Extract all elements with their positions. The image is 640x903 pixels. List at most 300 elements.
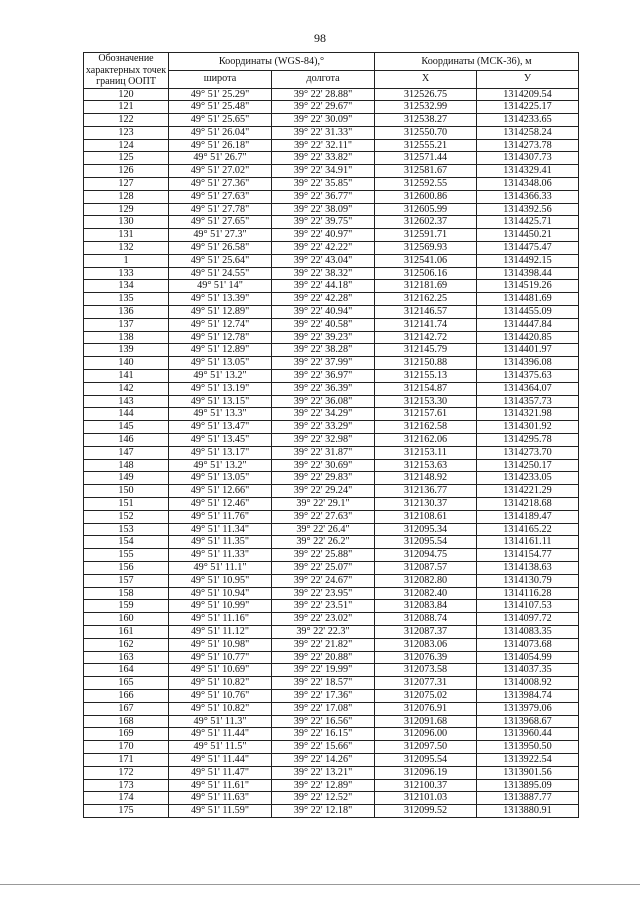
y-coordinate-cell: 1314295.78 xyxy=(477,434,579,447)
latitude-cell: 49° 51' 11.44" xyxy=(169,728,272,741)
x-coordinate-cell: 312145.79 xyxy=(375,344,477,357)
point-id-cell: 122 xyxy=(84,114,169,127)
table-row xyxy=(84,395,579,408)
point-id-cell: 153 xyxy=(84,523,169,536)
latitude-cell: 49° 51' 27.63" xyxy=(169,190,272,203)
table-row xyxy=(84,651,579,664)
point-id-cell: 160 xyxy=(84,613,169,626)
table-row xyxy=(84,88,579,101)
longitude-cell: 39° 22' 38.28" xyxy=(272,344,375,357)
y-coordinate-cell: 1314258.24 xyxy=(477,126,579,139)
table-row xyxy=(84,152,579,165)
longitude-cell: 39° 22' 12.52" xyxy=(272,792,375,805)
table-row xyxy=(84,498,579,511)
table-row xyxy=(84,267,579,280)
latitude-cell: 49° 51' 13.39" xyxy=(169,293,272,306)
table-row xyxy=(84,254,579,267)
point-id-cell: 164 xyxy=(84,664,169,677)
longitude-cell: 39° 22' 12.18" xyxy=(272,805,375,818)
latitude-cell: 49° 51' 27.36" xyxy=(169,178,272,191)
x-coordinate-cell: 312082.80 xyxy=(375,574,477,587)
point-id-cell: 126 xyxy=(84,165,169,178)
y-coordinate-cell: 1314273.78 xyxy=(477,139,579,152)
y-coordinate-cell: 1314218.68 xyxy=(477,498,579,511)
longitude-cell: 39° 22' 40.58" xyxy=(272,318,375,331)
latitude-cell: 49° 51' 13.2" xyxy=(169,459,272,472)
table-row xyxy=(84,408,579,421)
latitude-cell: 49° 51' 11.3" xyxy=(169,715,272,728)
table-row xyxy=(84,805,579,818)
latitude-cell: 49° 51' 11.5" xyxy=(169,741,272,754)
longitude-cell: 39° 22' 29.83" xyxy=(272,472,375,485)
y-coordinate-cell: 1313960.44 xyxy=(477,728,579,741)
point-id-cell: 142 xyxy=(84,382,169,395)
longitude-cell: 39° 22' 31.33" xyxy=(272,126,375,139)
latitude-cell: 49° 51' 11.35" xyxy=(169,536,272,549)
latitude-cell: 49° 51' 14" xyxy=(169,280,272,293)
longitude-cell: 39° 22' 30.09" xyxy=(272,114,375,127)
y-coordinate-cell: 1314154.77 xyxy=(477,549,579,562)
x-coordinate-cell: 312095.54 xyxy=(375,753,477,766)
point-id-cell: 173 xyxy=(84,779,169,792)
point-id-cell: 140 xyxy=(84,357,169,370)
longitude-header: долгота xyxy=(272,70,375,88)
longitude-cell: 39° 22' 26.4" xyxy=(272,523,375,536)
table-row xyxy=(84,587,579,600)
table-row xyxy=(84,126,579,139)
x-coordinate-cell: 312605.99 xyxy=(375,203,477,216)
latitude-cell: 49° 51' 10.82" xyxy=(169,702,272,715)
x-coordinate-cell: 312592.55 xyxy=(375,178,477,191)
point-id-cell: 130 xyxy=(84,216,169,229)
point-id-cell: 174 xyxy=(84,792,169,805)
y-coordinate-cell: 1314116.28 xyxy=(477,587,579,600)
point-id-cell: 172 xyxy=(84,766,169,779)
point-id-cell: 167 xyxy=(84,702,169,715)
point-id-cell: 154 xyxy=(84,536,169,549)
latitude-cell: 49° 51' 26.58" xyxy=(169,242,272,255)
point-id-cell: 120 xyxy=(84,88,169,101)
longitude-cell: 39° 22' 29.67" xyxy=(272,101,375,114)
y-coordinate-cell: 1314329.41 xyxy=(477,165,579,178)
x-coordinate-cell: 312100.37 xyxy=(375,779,477,792)
point-id-cell: 144 xyxy=(84,408,169,421)
y-coordinate-cell: 1313922.54 xyxy=(477,753,579,766)
y-coordinate-cell: 1314455.09 xyxy=(477,306,579,319)
latitude-cell: 49° 51' 11.59" xyxy=(169,805,272,818)
x-coordinate-cell: 312076.39 xyxy=(375,651,477,664)
x-coordinate-cell: 312600.86 xyxy=(375,190,477,203)
y-coordinate-cell: 1313950.50 xyxy=(477,741,579,754)
x-coordinate-cell: 312148.92 xyxy=(375,472,477,485)
table-row xyxy=(84,485,579,498)
longitude-cell: 39° 22' 29.24" xyxy=(272,485,375,498)
table-row xyxy=(84,178,579,191)
longitude-cell: 39° 22' 27.63" xyxy=(272,510,375,523)
y-coordinate-cell: 1314138.63 xyxy=(477,561,579,574)
point-id-cell: 143 xyxy=(84,395,169,408)
point-id-cell: 148 xyxy=(84,459,169,472)
point-id-cell: 165 xyxy=(84,677,169,690)
latitude-cell: 49° 51' 13.2" xyxy=(169,370,272,383)
y-coordinate-cell: 1314481.69 xyxy=(477,293,579,306)
point-id-cell: 175 xyxy=(84,805,169,818)
designation-header: Обозначение характерных точек границ ООПТ xyxy=(84,53,169,89)
x-coordinate-cell: 312087.37 xyxy=(375,625,477,638)
x-coordinate-cell: 312087.57 xyxy=(375,561,477,574)
point-id-cell: 161 xyxy=(84,625,169,638)
longitude-cell: 39° 22' 26.2" xyxy=(272,536,375,549)
point-id-cell: 127 xyxy=(84,178,169,191)
latitude-cell: 49° 51' 13.47" xyxy=(169,421,272,434)
y-coordinate-cell: 1314097.72 xyxy=(477,613,579,626)
x-coordinate-cell: 312146.57 xyxy=(375,306,477,319)
latitude-cell: 49° 51' 12.89" xyxy=(169,344,272,357)
longitude-cell: 39° 22' 36.77" xyxy=(272,190,375,203)
table-row xyxy=(84,139,579,152)
latitude-cell: 49° 51' 11.44" xyxy=(169,753,272,766)
longitude-cell: 39° 22' 33.82" xyxy=(272,152,375,165)
x-header: X xyxy=(375,70,477,88)
x-coordinate-cell: 312157.61 xyxy=(375,408,477,421)
x-coordinate-cell: 312555.21 xyxy=(375,139,477,152)
latitude-cell: 49° 51' 11.12" xyxy=(169,625,272,638)
latitude-header: широта xyxy=(169,70,272,88)
latitude-cell: 49° 51' 11.47" xyxy=(169,766,272,779)
y-coordinate-cell: 1313880.91 xyxy=(477,805,579,818)
latitude-cell: 49° 51' 25.48" xyxy=(169,101,272,114)
y-coordinate-cell: 1314008.92 xyxy=(477,677,579,690)
latitude-cell: 49° 51' 13.19" xyxy=(169,382,272,395)
longitude-cell: 39° 22' 33.29" xyxy=(272,421,375,434)
longitude-cell: 39° 22' 43.04" xyxy=(272,254,375,267)
latitude-cell: 49° 51' 27.02" xyxy=(169,165,272,178)
table-row xyxy=(84,792,579,805)
y-coordinate-cell: 1314037.35 xyxy=(477,664,579,677)
longitude-cell: 39° 22' 32.11" xyxy=(272,139,375,152)
point-id-cell: 129 xyxy=(84,203,169,216)
point-id-cell: 170 xyxy=(84,741,169,754)
longitude-cell: 39° 22' 20.88" xyxy=(272,651,375,664)
latitude-cell: 49° 51' 13.05" xyxy=(169,357,272,370)
point-id-cell: 139 xyxy=(84,344,169,357)
longitude-cell: 39° 22' 23.51" xyxy=(272,600,375,613)
y-coordinate-cell: 1314519.26 xyxy=(477,280,579,293)
table-row xyxy=(84,434,579,447)
table-row xyxy=(84,280,579,293)
table-row xyxy=(84,779,579,792)
longitude-cell: 39° 22' 36.08" xyxy=(272,395,375,408)
point-id-cell: 159 xyxy=(84,600,169,613)
longitude-cell: 39° 22' 14.26" xyxy=(272,753,375,766)
y-coordinate-cell: 1314492.15 xyxy=(477,254,579,267)
table-row xyxy=(84,766,579,779)
longitude-cell: 39° 22' 29.1" xyxy=(272,498,375,511)
point-id-cell: 138 xyxy=(84,331,169,344)
point-id-cell: 135 xyxy=(84,293,169,306)
longitude-cell: 39° 22' 40.94" xyxy=(272,306,375,319)
longitude-cell: 39° 22' 24.67" xyxy=(272,574,375,587)
point-id-cell: 151 xyxy=(84,498,169,511)
y-coordinate-cell: 1314366.33 xyxy=(477,190,579,203)
x-coordinate-cell: 312096.00 xyxy=(375,728,477,741)
y-coordinate-cell: 1313901.56 xyxy=(477,766,579,779)
y-coordinate-cell: 1314307.73 xyxy=(477,152,579,165)
longitude-cell: 39° 22' 36.97" xyxy=(272,370,375,383)
x-coordinate-cell: 312083.84 xyxy=(375,600,477,613)
point-id-cell: 123 xyxy=(84,126,169,139)
latitude-cell: 49° 51' 27.65" xyxy=(169,216,272,229)
table-row xyxy=(84,331,579,344)
longitude-cell: 39° 22' 18.57" xyxy=(272,677,375,690)
y-coordinate-cell: 1314189.47 xyxy=(477,510,579,523)
x-coordinate-cell: 312099.52 xyxy=(375,805,477,818)
point-id-cell: 134 xyxy=(84,280,169,293)
point-id-cell: 163 xyxy=(84,651,169,664)
x-coordinate-cell: 312095.34 xyxy=(375,523,477,536)
msk-group-header: Координаты (МСК-36), м xyxy=(375,53,579,71)
table-row xyxy=(84,370,579,383)
longitude-cell: 39° 22' 42.22" xyxy=(272,242,375,255)
y-coordinate-cell: 1313895.09 xyxy=(477,779,579,792)
table-row xyxy=(84,216,579,229)
y-coordinate-cell: 1314225.17 xyxy=(477,101,579,114)
point-id-cell: 152 xyxy=(84,510,169,523)
longitude-cell: 39° 22' 25.88" xyxy=(272,549,375,562)
y-coordinate-cell: 1314209.54 xyxy=(477,88,579,101)
latitude-cell: 49° 51' 27.3" xyxy=(169,229,272,242)
y-coordinate-cell: 1314233.05 xyxy=(477,472,579,485)
longitude-cell: 39° 22' 28.88" xyxy=(272,88,375,101)
x-coordinate-cell: 312602.37 xyxy=(375,216,477,229)
table-row xyxy=(84,689,579,702)
point-id-cell: 137 xyxy=(84,318,169,331)
x-coordinate-cell: 312591.71 xyxy=(375,229,477,242)
x-coordinate-cell: 312538.27 xyxy=(375,114,477,127)
x-coordinate-cell: 312526.75 xyxy=(375,88,477,101)
point-id-cell: 1 xyxy=(84,254,169,267)
latitude-cell: 49° 51' 13.17" xyxy=(169,446,272,459)
point-id-cell: 146 xyxy=(84,434,169,447)
bottom-rule xyxy=(0,884,640,885)
latitude-cell: 49° 51' 11.1" xyxy=(169,561,272,574)
x-coordinate-cell: 312162.25 xyxy=(375,293,477,306)
y-coordinate-cell: 1314301.92 xyxy=(477,421,579,434)
longitude-cell: 39° 22' 16.56" xyxy=(272,715,375,728)
point-id-cell: 169 xyxy=(84,728,169,741)
point-id-cell: 156 xyxy=(84,561,169,574)
x-coordinate-cell: 312142.72 xyxy=(375,331,477,344)
x-coordinate-cell: 312096.19 xyxy=(375,766,477,779)
y-coordinate-cell: 1314450.21 xyxy=(477,229,579,242)
latitude-cell: 49° 51' 10.76" xyxy=(169,689,272,702)
x-coordinate-cell: 312097.50 xyxy=(375,741,477,754)
x-coordinate-cell: 312581.67 xyxy=(375,165,477,178)
longitude-cell: 39° 22' 31.87" xyxy=(272,446,375,459)
y-coordinate-cell: 1314165.22 xyxy=(477,523,579,536)
longitude-cell: 39° 22' 30.69" xyxy=(272,459,375,472)
table-row xyxy=(84,165,579,178)
x-coordinate-cell: 312153.63 xyxy=(375,459,477,472)
table-row xyxy=(84,203,579,216)
table-row xyxy=(84,242,579,255)
y-coordinate-cell: 1314221.29 xyxy=(477,485,579,498)
latitude-cell: 49° 51' 12.78" xyxy=(169,331,272,344)
latitude-cell: 49° 51' 25.29" xyxy=(169,88,272,101)
x-coordinate-cell: 312155.13 xyxy=(375,370,477,383)
latitude-cell: 49° 51' 24.55" xyxy=(169,267,272,280)
x-coordinate-cell: 312073.58 xyxy=(375,664,477,677)
longitude-cell: 39° 22' 42.28" xyxy=(272,293,375,306)
latitude-cell: 49° 51' 11.16" xyxy=(169,613,272,626)
point-id-cell: 136 xyxy=(84,306,169,319)
table-row xyxy=(84,549,579,562)
table-row xyxy=(84,318,579,331)
latitude-cell: 49° 51' 11.61" xyxy=(169,779,272,792)
y-coordinate-cell: 1314348.06 xyxy=(477,178,579,191)
point-id-cell: 166 xyxy=(84,689,169,702)
latitude-cell: 49° 51' 11.76" xyxy=(169,510,272,523)
table-row xyxy=(84,306,579,319)
longitude-cell: 39° 22' 38.09" xyxy=(272,203,375,216)
table-row xyxy=(84,664,579,677)
x-coordinate-cell: 312162.58 xyxy=(375,421,477,434)
x-coordinate-cell: 312569.93 xyxy=(375,242,477,255)
longitude-cell: 39° 22' 25.07" xyxy=(272,561,375,574)
latitude-cell: 49° 51' 11.63" xyxy=(169,792,272,805)
table-row xyxy=(84,728,579,741)
x-coordinate-cell: 312094.75 xyxy=(375,549,477,562)
longitude-cell: 39° 22' 15.66" xyxy=(272,741,375,754)
y-coordinate-cell: 1314425.71 xyxy=(477,216,579,229)
y-coordinate-cell: 1314392.56 xyxy=(477,203,579,216)
point-id-cell: 158 xyxy=(84,587,169,600)
latitude-cell: 49° 51' 12.74" xyxy=(169,318,272,331)
latitude-cell: 49° 51' 27.78" xyxy=(169,203,272,216)
table-row xyxy=(84,114,579,127)
longitude-cell: 39° 22' 22.3" xyxy=(272,625,375,638)
latitude-cell: 49° 51' 10.69" xyxy=(169,664,272,677)
y-coordinate-cell: 1314364.07 xyxy=(477,382,579,395)
latitude-cell: 49° 51' 26.04" xyxy=(169,126,272,139)
x-coordinate-cell: 312083.06 xyxy=(375,638,477,651)
latitude-cell: 49° 51' 12.46" xyxy=(169,498,272,511)
longitude-cell: 39° 22' 38.32" xyxy=(272,267,375,280)
y-coordinate-cell: 1314073.68 xyxy=(477,638,579,651)
longitude-cell: 39° 22' 35.85" xyxy=(272,178,375,191)
longitude-cell: 39° 22' 34.91" xyxy=(272,165,375,178)
table-row xyxy=(84,638,579,651)
latitude-cell: 49° 51' 11.33" xyxy=(169,549,272,562)
y-coordinate-cell: 1314054.99 xyxy=(477,651,579,664)
point-id-cell: 149 xyxy=(84,472,169,485)
x-coordinate-cell: 312506.16 xyxy=(375,267,477,280)
x-coordinate-cell: 312108.61 xyxy=(375,510,477,523)
longitude-cell: 39° 22' 21.82" xyxy=(272,638,375,651)
longitude-cell: 39° 22' 16.15" xyxy=(272,728,375,741)
y-coordinate-cell: 1314475.47 xyxy=(477,242,579,255)
point-id-cell: 147 xyxy=(84,446,169,459)
y-header: У xyxy=(477,70,579,88)
point-id-cell: 168 xyxy=(84,715,169,728)
latitude-cell: 49° 51' 10.98" xyxy=(169,638,272,651)
longitude-cell: 39° 22' 37.99" xyxy=(272,357,375,370)
table-row xyxy=(84,101,579,114)
point-id-cell: 124 xyxy=(84,139,169,152)
latitude-cell: 49° 51' 10.99" xyxy=(169,600,272,613)
y-coordinate-cell: 1314161.11 xyxy=(477,536,579,549)
x-coordinate-cell: 312136.77 xyxy=(375,485,477,498)
longitude-cell: 39° 22' 17.08" xyxy=(272,702,375,715)
y-coordinate-cell: 1314420.85 xyxy=(477,331,579,344)
x-coordinate-cell: 312153.30 xyxy=(375,395,477,408)
longitude-cell: 39° 22' 34.29" xyxy=(272,408,375,421)
y-coordinate-cell: 1313887.77 xyxy=(477,792,579,805)
latitude-cell: 49° 51' 12.66" xyxy=(169,485,272,498)
longitude-cell: 39° 22' 39.23" xyxy=(272,331,375,344)
page-number: 98 xyxy=(314,31,326,45)
latitude-cell: 49° 51' 10.95" xyxy=(169,574,272,587)
coordinates-table xyxy=(83,52,579,818)
x-coordinate-cell: 312181.69 xyxy=(375,280,477,293)
point-id-cell: 157 xyxy=(84,574,169,587)
point-id-cell: 133 xyxy=(84,267,169,280)
point-id-cell: 131 xyxy=(84,229,169,242)
table-row xyxy=(84,472,579,485)
longitude-cell: 39° 22' 39.75" xyxy=(272,216,375,229)
table-row xyxy=(84,536,579,549)
table-row xyxy=(84,459,579,472)
point-id-cell: 150 xyxy=(84,485,169,498)
x-coordinate-cell: 312082.40 xyxy=(375,587,477,600)
table-row xyxy=(84,421,579,434)
x-coordinate-cell: 312130.37 xyxy=(375,498,477,511)
x-coordinate-cell: 312088.74 xyxy=(375,613,477,626)
table-row xyxy=(84,510,579,523)
x-coordinate-cell: 312075.02 xyxy=(375,689,477,702)
longitude-cell: 39° 22' 44.18" xyxy=(272,280,375,293)
y-coordinate-cell: 1313968.67 xyxy=(477,715,579,728)
point-id-cell: 125 xyxy=(84,152,169,165)
x-coordinate-cell: 312091.68 xyxy=(375,715,477,728)
table-row xyxy=(84,702,579,715)
point-id-cell: 155 xyxy=(84,549,169,562)
point-id-cell: 171 xyxy=(84,753,169,766)
x-coordinate-cell: 312532.99 xyxy=(375,101,477,114)
table-row xyxy=(84,229,579,242)
table-row xyxy=(84,382,579,395)
y-coordinate-cell: 1314233.65 xyxy=(477,114,579,127)
latitude-cell: 49° 51' 10.82" xyxy=(169,677,272,690)
y-coordinate-cell: 1314321.98 xyxy=(477,408,579,421)
latitude-cell: 49° 51' 13.3" xyxy=(169,408,272,421)
table-row xyxy=(84,600,579,613)
point-id-cell: 121 xyxy=(84,101,169,114)
latitude-cell: 49° 51' 10.94" xyxy=(169,587,272,600)
y-coordinate-cell: 1314396.08 xyxy=(477,357,579,370)
table-row xyxy=(84,190,579,203)
longitude-cell: 39° 22' 36.39" xyxy=(272,382,375,395)
table-row xyxy=(84,293,579,306)
y-coordinate-cell: 1314357.73 xyxy=(477,395,579,408)
x-coordinate-cell: 312141.74 xyxy=(375,318,477,331)
y-coordinate-cell: 1314398.44 xyxy=(477,267,579,280)
longitude-cell: 39° 22' 23.95" xyxy=(272,587,375,600)
latitude-cell: 49° 51' 12.89" xyxy=(169,306,272,319)
y-coordinate-cell: 1314447.84 xyxy=(477,318,579,331)
y-coordinate-cell: 1314250.17 xyxy=(477,459,579,472)
table-row xyxy=(84,357,579,370)
